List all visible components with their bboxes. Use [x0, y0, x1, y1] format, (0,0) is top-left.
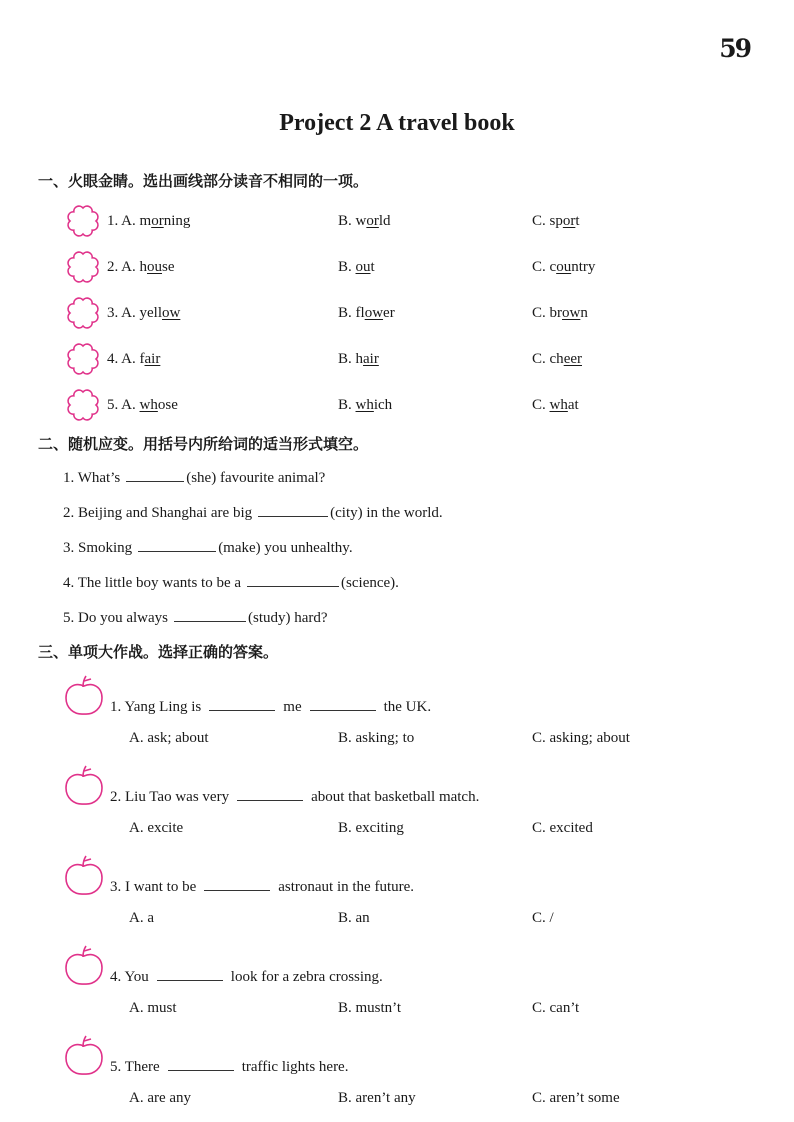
page-number: 59	[719, 34, 750, 63]
question-part: astronaut in the future.	[278, 879, 415, 895]
question-number: 1. A.	[107, 213, 140, 229]
answer-blank[interactable]	[237, 786, 303, 801]
word-part: B.	[338, 259, 356, 275]
question-number: 3. A.	[107, 305, 140, 321]
question-text: 3. Smoking	[63, 540, 133, 556]
option-a	[107, 351, 160, 368]
option-b[interactable]: B. exciting	[338, 820, 404, 836]
word-part: w	[355, 213, 367, 229]
word-part: h	[139, 259, 148, 275]
question-part: 3. I want to be	[110, 879, 197, 895]
question-text: 2. Beijing and Shanghai are big	[63, 505, 253, 521]
word-part: c	[549, 259, 557, 275]
underlined-letters: ow	[562, 305, 581, 321]
word-part: sp	[549, 213, 563, 229]
word-part: m	[139, 213, 152, 229]
word-part: fl	[355, 305, 365, 321]
underlined-letters: ou	[147, 259, 163, 275]
option-b	[338, 305, 395, 322]
option-a	[107, 213, 190, 230]
word-part: ch	[549, 351, 564, 367]
question-number: 4. A.	[107, 351, 140, 367]
answer-blank[interactable]	[168, 1056, 234, 1071]
word-part: ntry	[571, 259, 596, 275]
word-hint: (make) you unhealthy.	[218, 540, 353, 556]
fill-in-question	[63, 607, 328, 627]
answer-blank[interactable]	[157, 966, 223, 981]
apple-answer-box-icon[interactable]	[63, 944, 105, 988]
option-c	[532, 213, 580, 230]
underlined-letters: or	[366, 213, 379, 229]
answer-blank[interactable]	[247, 572, 339, 587]
option-c	[532, 397, 579, 414]
underlined-letters: wh	[549, 397, 568, 413]
option-a[interactable]: A. ask; about	[129, 730, 209, 746]
question-number: 2. A.	[107, 259, 140, 275]
fill-in-question	[63, 502, 443, 522]
underlined-letters: air	[363, 351, 379, 367]
option-b	[338, 397, 392, 414]
page-title: Project 2 A travel book	[279, 110, 515, 136]
question-part: me	[283, 699, 302, 715]
question-text	[110, 1056, 348, 1076]
word-part: B.	[338, 213, 356, 229]
question-text: 5. Do you always	[63, 610, 168, 626]
option-a[interactable]: A. must	[129, 1000, 177, 1016]
answer-blank[interactable]	[126, 467, 184, 482]
word-part: ich	[373, 397, 393, 413]
answer-blank[interactable]	[138, 537, 216, 552]
fill-in-question	[63, 467, 325, 487]
word-hint: (science).	[341, 575, 399, 591]
word-part: se	[162, 259, 175, 275]
word-part: C.	[532, 259, 550, 275]
word-part: ning	[163, 213, 191, 229]
section1-heading: 一、火眼金睛。选出画线部分读音不相同的一项。	[38, 172, 369, 190]
section2-heading: 二、随机应变。用括号内所给词的适当形式填空。	[38, 435, 369, 453]
option-b	[338, 213, 391, 230]
fill-in-question	[63, 537, 353, 557]
option-c[interactable]: C. aren’t some	[532, 1090, 620, 1106]
question-part: look for a zebra crossing.	[230, 969, 383, 985]
option-a	[107, 397, 178, 414]
underlined-letters: ou	[556, 259, 572, 275]
question-part: 2. Liu Tao was very	[110, 789, 230, 805]
word-part: C.	[532, 305, 550, 321]
underlined-letters: ow	[364, 305, 384, 321]
word-part: f	[139, 351, 145, 367]
flower-answer-box-icon[interactable]	[64, 248, 102, 286]
word-part: n	[580, 305, 588, 321]
question-text: 1. What’s	[63, 470, 121, 486]
flower-answer-box-icon[interactable]	[64, 202, 102, 240]
option-a[interactable]: A. are any	[129, 1090, 192, 1106]
word-part: B.	[338, 397, 356, 413]
word-part: yell	[139, 305, 163, 321]
apple-answer-box-icon[interactable]	[63, 764, 105, 808]
question-part: 4. You	[110, 969, 149, 985]
question-text	[110, 786, 479, 806]
option-a[interactable]: A. excite	[129, 820, 184, 836]
answer-blank[interactable]	[209, 696, 275, 711]
word-part: B.	[338, 351, 356, 367]
option-c[interactable]: C. /	[532, 910, 554, 926]
fill-in-question	[63, 572, 399, 592]
word-part: ld	[378, 213, 391, 229]
apple-answer-box-icon[interactable]	[63, 854, 105, 898]
underlined-letters: or	[562, 213, 576, 229]
option-c[interactable]: C. excited	[532, 820, 593, 836]
word-part: h	[355, 351, 364, 367]
option-a[interactable]: A. a	[129, 910, 154, 926]
option-b[interactable]: B. an	[338, 910, 370, 926]
question-part: the UK.	[383, 699, 432, 715]
word-part: ose	[157, 397, 178, 413]
word-part: br	[549, 305, 563, 321]
underlined-letters: wh	[355, 397, 374, 413]
question-part: about that basketball match.	[311, 789, 480, 805]
option-b	[338, 259, 375, 276]
word-part: t	[370, 259, 375, 275]
option-c[interactable]: C. can’t	[532, 1000, 580, 1016]
underlined-letters: wh	[139, 397, 158, 413]
underlined-letters: ow	[162, 305, 181, 321]
section3-heading: 三、单项大作战。选择正确的答案。	[38, 643, 279, 661]
option-c	[532, 259, 595, 276]
underlined-letters: air	[144, 351, 161, 367]
word-part: at	[567, 397, 579, 413]
question-part: 1. Yang Ling is	[110, 699, 202, 715]
option-c[interactable]: C. asking; about	[532, 730, 630, 746]
question-text: 4. The little boy wants to be a	[63, 575, 242, 591]
question-text	[110, 876, 414, 896]
word-part: B.	[338, 305, 356, 321]
option-c	[532, 351, 582, 368]
option-a	[107, 259, 175, 276]
word-hint: (study) hard?	[248, 610, 328, 626]
option-b[interactable]: B. aren’t any	[338, 1090, 416, 1106]
word-part: t	[575, 213, 580, 229]
word-hint: (she) favourite animal?	[186, 470, 326, 486]
option-b	[338, 351, 379, 368]
answer-blank[interactable]	[258, 502, 328, 517]
underlined-letters: or	[151, 213, 164, 229]
question-part: 5. There	[110, 1059, 160, 1075]
answer-blank[interactable]	[310, 696, 376, 711]
option-c	[532, 305, 588, 322]
word-part: C.	[532, 213, 550, 229]
option-b[interactable]: B. mustn’t	[338, 1000, 402, 1016]
word-hint: (city) in the world.	[330, 505, 443, 521]
question-text	[110, 696, 431, 716]
underlined-letters: eer	[563, 351, 582, 367]
apple-answer-box-icon[interactable]	[63, 1034, 105, 1078]
question-text	[110, 966, 383, 986]
answer-blank[interactable]	[204, 876, 270, 891]
word-part: er	[383, 305, 395, 321]
question-number: 5. A.	[107, 397, 140, 413]
flower-answer-box-icon[interactable]	[64, 340, 102, 378]
apple-answer-box-icon[interactable]	[63, 674, 105, 718]
word-part: C.	[532, 397, 550, 413]
option-a	[107, 305, 180, 322]
underlined-letters: ou	[355, 259, 371, 275]
question-part: traffic lights here.	[241, 1059, 349, 1075]
option-b[interactable]: B. asking; to	[338, 730, 415, 746]
flower-answer-box-icon[interactable]	[64, 386, 102, 424]
answer-blank[interactable]	[174, 607, 246, 622]
word-part: C.	[532, 351, 550, 367]
flower-answer-box-icon[interactable]	[64, 294, 102, 332]
